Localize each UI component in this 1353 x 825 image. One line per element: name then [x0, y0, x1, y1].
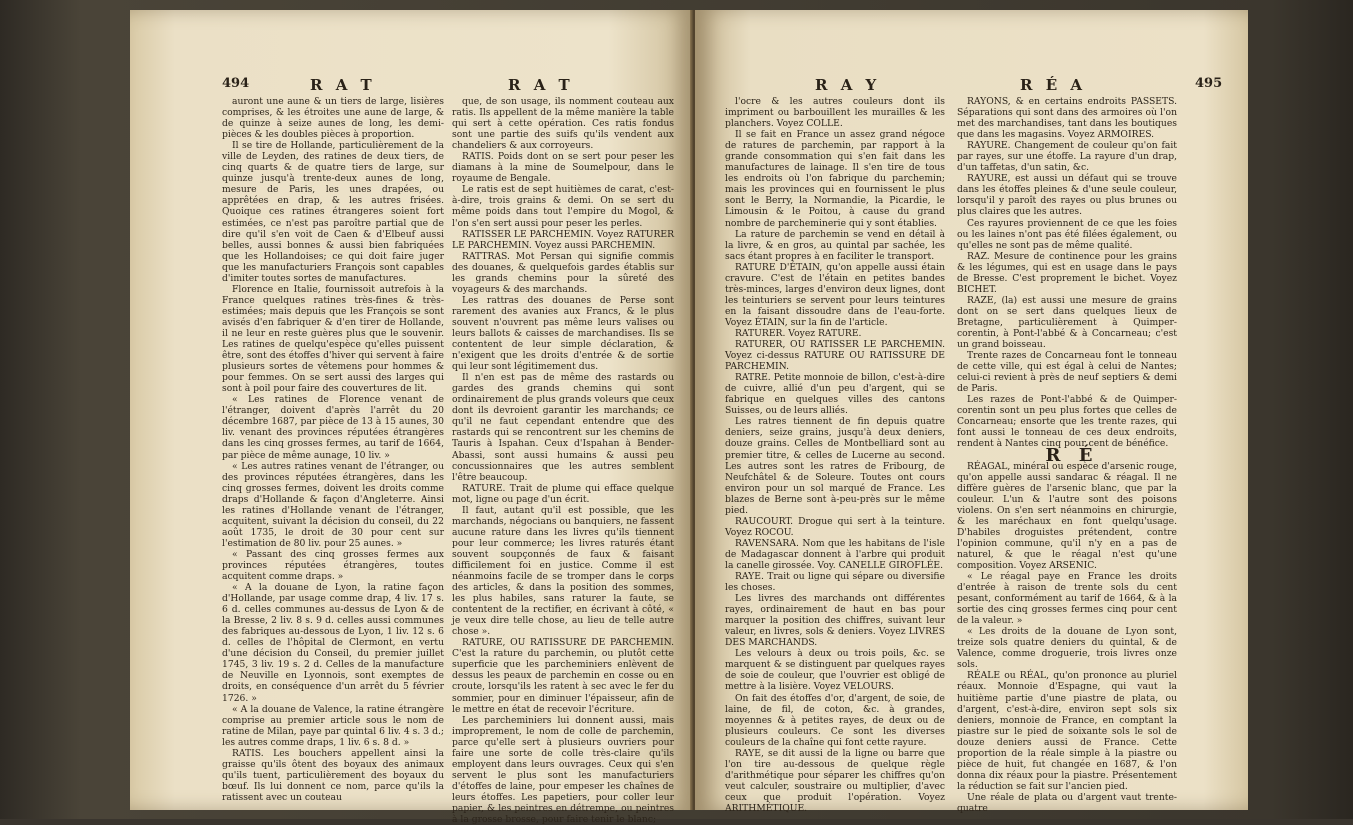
paragraph: RAYE, se dit aussi de la ligne ou barre que l'on tire au-dessous de quelque règle d'arithmétique pour séparer les chiffres qu'on veut calculer, soustraire ou multiplier, d'avec ceux que produit l'opération. Voyez ARITHMÉTIQUE. — [725, 747, 945, 814]
right-page — [695, 10, 1248, 814]
section-heading: R É — [1045, 444, 1099, 466]
paragraph: RAYURE. Changement de couleur qu'on fait par rayes, sur une étoffe. La rayure d'un drap, d'un taffetas, d'un satin, &c. — [957, 140, 1177, 174]
running-head: R A T — [508, 76, 574, 94]
paragraph: Une réale de plata ou d'argent vaut trente-quatre — [957, 791, 1177, 814]
paragraph: Il faut, autant qu'il est possible, que les marchands, négocians ou banquiers, ne fassent aucune rature dans les livres qu'ils tiennent pour leur commerce; les livres raturés étant souvent soupçonnés de faux & faisant difficilement foi en justice. Comme il est néanmoins facile de se tromper dans le corps des articles, & dans la position des sommes, les plus habiles, sans raturer la faute, se contentent de la rectifier, en écrivant à côté, « je veux dire telle chose, au lieu de telle autre chose ». — [452, 504, 674, 638]
text-column — [452, 96, 674, 825]
paragraph: Les ratres tiennent de fin depuis quatre deniers, seize grains, jusqu'à deux deniers, douze grains. Celles de Montbelliard sont au premier titre, & celles de Lucerne au second. Les autres sont les ratres de Fribourg, de Neufchâtel & de Soleure. Toutes ont cours environ pour un sol marqué de France. Les blazes de Berne sont à-peu-près sur le même pied. — [725, 416, 945, 516]
paragraph: La rature de parchemin se vend en détail à la livre, & en gros, au quintal par sachée, les sacs étant propres à en faciliter le transport. — [725, 228, 945, 262]
open-book — [130, 10, 1248, 825]
text-column — [222, 96, 444, 803]
paragraph: RATTRAS. Mot Persan qui signifie commis des douanes, & quelquefois gardes établis sur les grands chemins pour la sûreté des voyageurs & des marchands. — [452, 250, 674, 295]
paragraph: Les velours à deux ou trois poils, &c. se marquent & se distinguent par quelques rayes de soie de couleur, que l'ouvrier est obligé de mettre à la lisière. Voyez VELOURS. — [725, 648, 945, 693]
running-head: R A T — [310, 76, 376, 94]
paragraph: « Le réagal paye en France les droits d'entrée à raison de trente sols du cent pesant, conformément au tarif de 1664, & à la sortie des cinq grosses fermes cinq pour cent de la valeur. » — [957, 571, 1177, 627]
paragraph: Le ratis est de sept huitièmes de carat, c'est-à-dire, trois grains & demi. On se sert du même poids dans tout l'empire du Mogol, & l'on s'en sert aussi pour peser les perles. — [452, 184, 674, 229]
paragraph: RATURE D'ÉTAIN, qu'on appelle aussi étain cravure. C'est de l'étain en petites bandes très-minces, larges d'environ deux lignes, dont les teinturiers se servent pour leurs teintures en la faisant dissoudre dans de l'eau-forte. Voyez ÉTAIN, sur la fin de l'article. — [725, 261, 945, 328]
running-head: R A Y — [815, 76, 881, 94]
paragraph: Ces rayures proviennent de ce que les foies ou les laines n'ont pas été filées également, ou qu'elles ne sont pas de même qualité. — [957, 217, 1177, 251]
paragraph: « Passant des cinq grosses fermes aux provinces réputées étrangères, toutes acquitent comme draps. » — [222, 548, 444, 583]
paragraph: Les parcheminiers lui donnent aussi, mais improprement, le nom de colle de parchemin, parce qu'elle sert à plusieurs ouvriers pour faire une sorte de colle très-claire qu'ils employent dans leurs ouvrages. Ceux qui s'en servent le plus sont les manufacturiers d'étoffes de laine, pour empeser les chaînes de leurs étoffes. Les papetiers, pour coller leur papier, & les peintres en détrempe, ou peintres à la grosse brosse, pour faire tenir le blanc; — [452, 714, 674, 825]
paragraph: Il n'en est pas de même des rastards ou gardes des grands chemins qui sont ordinairement de plus grands voleurs que ceux dont ils devroient garantir les marchands; ce qu'il ne faut cependant entendre que des rastards qui se rencontrent sur les chemins de Tauris à Ispahan. Ceux d'Ispahan à Bender-Abassi, sont aussi humains & aussi peu concussionnaires que les autres semblent l'être beaucoup. — [452, 372, 674, 483]
paragraph: RATIS. Les bouchers appellent ainsi la graisse qu'ils ôtent des boyaux des animaux qu'ils tuent, particulièrement des boyaux du bœuf. Ils lui donnent ce nom, parce qu'ils la ratissent avec un couteau — [222, 747, 444, 803]
paragraph: l'ocre & les autres couleurs dont ils impriment ou barbouillent les murailles & les planchers. Voyez COLLE. — [725, 96, 945, 130]
paragraph: RAYE. Trait ou ligne qui sépare ou diversifie les choses. — [725, 571, 945, 594]
paragraph: Trente razes de Concarneau font le tonneau de cette ville, qui est égal à celui de Nantes; celui-ci revient à près de neuf septiers & demi de Paris. — [957, 350, 1177, 395]
paragraph: Les razes de Pont-l'abbé & de Quimper-corentin sont un peu plus fortes que celles de Concarneau; ensorte que les trente razes, qui font aussi le tonneau de ces deux endroits, rendent à Nantes cinq pour cent de bénéfice. — [957, 394, 1177, 450]
paragraph: RAZE, (la) est aussi une mesure de grains dont on se sert dans quelques lieux de Bretagne, particulièrement à Quimper-corentin, à Pont-l'abbé & à Concarneau; c'est un grand boisseau. — [957, 294, 1177, 351]
paragraph: On fait des étoffes d'or, d'argent, de soie, de laine, de fil, de coton, &c. à grandes, moyennes & à petites rayes, de deux ou de plusieurs couleurs. Ce sont les diverses couleurs de la chaîne qui font cette rayure. — [725, 692, 945, 748]
paragraph: « A la douane de Valence, la ratine étrangère comprise au premier article sous le nom de ratine de Milan, paye par quintal 6 liv. 4 s. 3 d.; les autres comme draps, 1 liv. 6 s. 8 d. » — [222, 703, 444, 748]
page-number: 494 — [222, 76, 250, 91]
paragraph: RATURER. Voyez RATURE. — [735, 327, 862, 339]
text-column — [957, 96, 1177, 814]
paragraph: « Les autres ratines venant de l'étranger, ou des provinces réputées étrangères, dans les cinq grosses fermes, doivent les droits comme draps d'Hollande & façon d'Angleterre. Ainsi les ratines d'Hollande venant de l'étranger, acquitent, suivant la décision du conseil, du 22 août 1735, le droit de 30 pour cent sur l'estimation de 80 liv. pour 25 aunes. » — [222, 460, 444, 549]
text-column — [725, 96, 945, 814]
paragraph: « Les ratines de Florence venant de l'étranger, doivent d'après l'arrêt du 20 décembre 1687, par pièce de 13 à 15 aunes, 30 liv. venant des provinces réputées étrangères dans les cinq grosses fermes, au tarif de 1664, par pièce de même aunage, 10 liv. » — [222, 394, 444, 461]
running-head: R É A — [1020, 76, 1086, 94]
paragraph: Il se tire de Hollande, particulièrement de la ville de Leyden, des ratines de deux tiers, de cinq quarts & de quatre tiers de large, sur quinze jusqu'à trente-deux aunes de long, mesure de Paris, les unes drapées, ou apprêtées en drap, & les autres frisées. Quoique ces ratines étrangeres soient fort estimées, ce n'est pas paroître partial que de dire qu'il s'en voit de Caen & d'Elbeuf aussi belles, aussi bonnes & aussi bien fabriquées que les Hollandoises; ce qui doit faire juger que les manufacturiers François sont capables d'imiter toutes sortes de manufactures. — [222, 140, 444, 284]
paragraph: que, de son usage, ils nomment couteau aux ratis. Ils appellent de la même manière la table qui sert à cette opération. Ces ratis fondus sont une partie des suifs qu'ils vendent aux chandeliers & aux corroyeurs. — [452, 96, 674, 152]
paragraph: « Les droits de la douane de Lyon sont, treize sols quatre deniers du quintal, & de Valence, comme droguerie, trois livres onze sols. — [957, 626, 1177, 671]
paragraph: RAYURE, est aussi un défaut qui se trouve dans les étoffes pleines & d'une seule couleur, lorsqu'il y paroît des rayes ou plus brunes ou plus claires que les autres. — [957, 173, 1177, 218]
paragraph: RATURER, OU RATISSER LE PARCHEMIN. Voyez ci-dessus RATURE OU RATISSURE DE PARCHEMIN. — [725, 339, 945, 373]
paragraph: Les livres des marchands ont différentes rayes, ordinairement de haut en bas pour marquer la position des chiffres, suivant leur valeur, en livres, sols & deniers. Voyez LIVRES DES MARCHANDS. — [725, 593, 945, 649]
paragraph: RATRE. Petite monnoie de billon, c'est-à-dire de cuivre, allié d'un peu d'argent, qui se fabrique en quelques villes des cantons Suisses, ou de leurs alliés. — [725, 372, 945, 417]
paragraph: RATISSER LE PARCHEMIN. Voyez RATURER LE PARCHEMIN. Voyez aussi PARCHEMIN. — [452, 228, 674, 251]
paragraph: RATIS. Poids dont on se sert pour peser les diamans à la mine de Soumelpour, dans le royaume de Bengale. — [452, 151, 674, 185]
paragraph: « A la douane de Lyon, la ratine façon d'Hollande, par usage comme drap, 4 liv. 17 s. 6 d. celles communes au-dessus de Lyon & de la Bresse, 2 liv. 8 s. 9 d. celles aussi communes des fabriques au-dessous de Lyon, 1 liv. 12 s. 6 d. celles de l'hôpital de Clermont, en vertu d'une décision du Conseil, du premier juillet 1745, 3 liv. 19 s. 2 d. Celles de la manufacture de Neuville en Lyonnois, sont exemptes de droits, en conséquence d'un arrêt du 5 février 1726. » — [222, 582, 444, 704]
left-page — [130, 10, 693, 825]
paragraph: RÉALE ou RÉAL, qu'on prononce au pluriel réaux. Monnoie d'Espagne, qui vaut la huitième partie d'une piastre de plata, ou d'argent, c'est-à-dire, environ sept sols six deniers, monnoie de France, en comptant la piastre sur le pied de soixante sols le sol de douze deniers aussi de France. Cette proportion de la réale simple à la piastre ou pièce de huit, fut changée en 1687, & l'on donna dix réaux pour la piastre. Présentement la réduction se fait sur l'ancien pied. — [957, 670, 1177, 792]
paragraph: Les rattras des douanes de Perse sont rarement des avanies aux Francs, & le plus souvent n'ouvrent pas même leurs valises ou leurs ballots & caisses de marchandises. Ils se contentent de leur simple déclaration, & n'exigent que les droits d'entrée & de sortie qui leur sont légitimement dus. — [452, 294, 674, 373]
paragraph: RATURE, OU RATISSURE DE PARCHEMIN. C'est la rature du parchemin, ou plutôt cette superficie que les parcheminiers enlèvent de dessus les peaux de parchemin en cosse ou en croute, lorsqu'ils les ratent à sec avec le fer du sommier, pour en diminuer l'épaisseur, afin de le mettre en état de recevoir l'écriture. — [452, 637, 674, 715]
paragraph: RAVENSARA. Nom que les habitans de l'isle de Madagascar donnent à l'arbre qui produit la canelle girossée. Voy. CANELLE GIROFLÉE. — [725, 537, 945, 571]
paragraph: Florence en Italie, fournissoit autrefois à la France quelques ratines très-fines & très-estimées; mais depuis que les François se sont avisés d'en fabriquer & d'en tirer de Hollande, il ne leur en reste guères plus que le souvenir. Les ratines de quelqu'espèce qu'elles puissent être, sont des étoffes d'hiver qui servent à faire plusieurs sortes de vêtemens pour hommes & pour femmes. On se sert aussi des larges qui sont à poil pour faire des couvertures de lit. — [222, 283, 444, 395]
paragraph: Il se fait en France un assez grand négoce de ratures de parchemin, par rapport à la grande consommation qui s'en fait dans les manufactures de lainage. Il s'en tire de tous les endroits où l'on fabrique du parchemin; mais les provinces qui en fournissent le plus sont le Berry, la Normandie, la Picardie, le Limousin & le Poitou, à cause du grand nombre de parcheminerie qui y sont établies. — [725, 129, 945, 229]
paragraph: RAZ. Mesure de continence pour les grains & les légumes, qui est en usage dans le pays de Bresse. C'est proprement le bichet. Voyez BICHET. — [957, 250, 1177, 295]
page-number: 495 — [1195, 76, 1223, 91]
paragraph: RÉAGAL, minéral ou espèce d'arsenic rouge, qu'on appelle aussi sandarac & réagal. Il ne diffère guères de l'arsenic blanc, que par la couleur. L'un & l'autre sont des poisons violens. On s'en sert néanmoins en chirurgie, & les maréchaux en font quelqu'usage. D'habiles droguistes prétendent, contre l'opinion commune, qu'il n'y en a pas de naturel, & que le réagal n'est qu'une composition. Voyez ARSENIC. — [957, 460, 1177, 571]
paragraph: RAYONS, & en certains endroits PASSETS. Séparations qui sont dans des armoires où l'on met des marchandises, tant dans les boutiques que dans les magasins. Voyez ARMOIRES. — [957, 96, 1177, 141]
paragraph: RATURE. Trait de plume qui efface quelque mot, ligne ou page d'un écrit. — [452, 482, 674, 505]
paragraph: RAUCOURT. Drogue qui sert à la teinture. Voyez ROCOU. — [725, 515, 945, 538]
paragraph: auront une aune & un tiers de large, lisières comprises, & les étroites une aune de large, & de quinze à seize aunes de long, les demi-pièces & les doubles pièces à proportion. — [222, 96, 444, 141]
